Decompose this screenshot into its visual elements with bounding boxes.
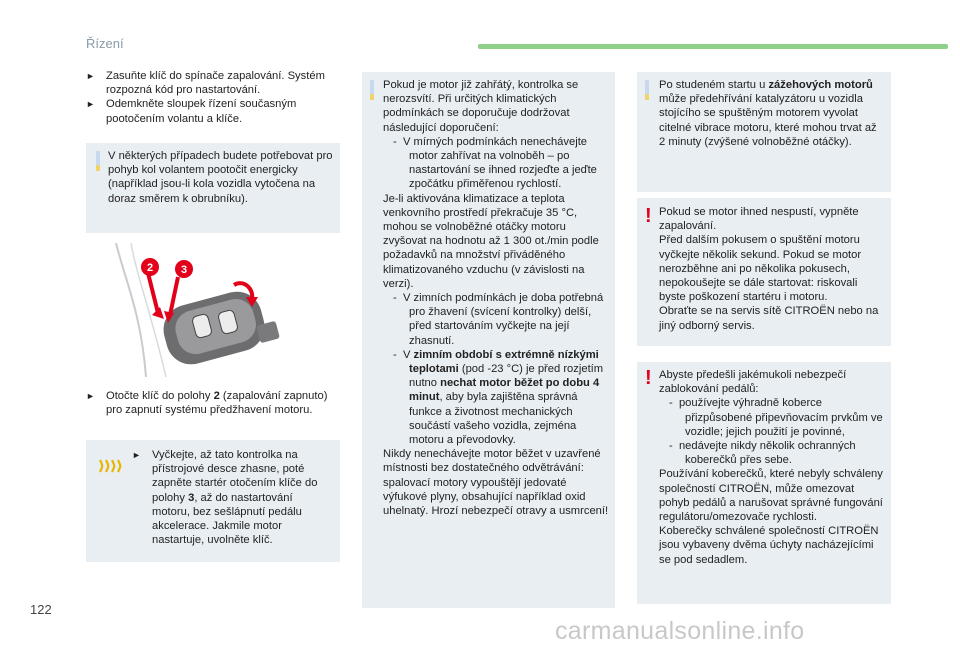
page-number: 122 — [30, 602, 52, 617]
cold-start-text: Pokud je motor již zahřátý, kontrolka se nerozsvítí. Při určitých klimatických podmínkách se doporučuje dodržovat následující doporučení: - V mírných podmínkách nenechávejte motor zahřívat na volnoběh – po nastartování se ihned rozjeďte a jeďte zpočátku přiměřenou rychlostí. Je-li aktivována klimatizace a teplota venkovního prostředí překračuje 35 °C, mohou se volnoběžné otáčky motoru zvyšovat na hodnotu až 1 300 ot./min podle požadavků na množství přiváděného klimatizovaného vzduchu (v závislosti na verzi). - V zimních podmínkách je doba potřebná pro žhavení (svícení kontrolky) delší, před startováním vyčkejte na její zhasnutí. - V zimním období s extrémně nízkými teplotami (pod -23 °C) je před rozjetím nutno nechat motor běžet po dobu 4 minut, aby byla zajištěna správná funkce a životnost mechanických součástí vašeho vozidla, zejména motoru a převodovky. Nikdy nenechávejte motor běžet v uzavřené místnosti bez dostatečného odvětrávání: spalovací motory vypouštějí jedovaté výfukové plyny, obsahující například oxid uhelnatý. Hrozí nebezpečí otravy a usmrcení! — [383, 78, 611, 518]
badge-3: 3 — [180, 264, 188, 276]
tip-marker-accent — [96, 165, 100, 171]
list-item: - V zimních podmínkách je doba potřebná pro žhavení (svícení kontrolky) delší, před startováním vyčkejte na její zhasnutí. — [393, 292, 604, 347]
header-accent-bar — [478, 44, 948, 49]
petrol-tip-box: Po studeném startu u zážehových motorů může předehřívání katalyzátoru u vozidla stojícího se spuštěným motorem vyvolat citelné vibrace motoru, které mohou trvat až 2 minuty (zvýšené volnoběžné otáčky). — [637, 72, 891, 192]
watermark: carmanualsonline.info — [555, 617, 805, 645]
steps-list — [86, 69, 342, 126]
tip-marker-accent — [370, 94, 374, 100]
list-item: - V zimním období s extrémně nízkými teplotami (pod -23 °C) je před rozjetím nutno nechat motor běžet po dobu 4 minut, aby byla zajištěna správná funkce a životnost mechanických součástí vašeho vozidla, zejména motoru a převodovky. — [393, 348, 604, 447]
list-item: - používejte výhradně koberce přizpůsobené připevňovacím prvkům ve vozidle; jejich použití je povinné, — [669, 397, 883, 438]
list-item: ► Otočte klíč do polohy 2 (zapalování zapnuto) pro zapnutí systému předžhavení motoru. — [86, 390, 328, 417]
bullet-icon: ► — [86, 71, 95, 81]
list-item: ► Zasuňte klíč do spínače zapalování. Systém rozpozná kód pro nastartování. — [86, 70, 325, 97]
bullet-icon: ► — [132, 450, 141, 460]
list-item: ► Odemkněte sloupek řízení současným pootočením volantu a klíče. — [86, 98, 297, 125]
glow-plug-box — [86, 440, 340, 562]
warning-text: Abyste předešli jakémukoli nebezpečí zablokování pedálů: - používejte výhradně koberce přizpůsobené připevňovacím prvkům ve vozidle; jejich použití je povinné, - nedávejte nikdy několik ochranných koberečků přes sebe. Používání koberečků, které nebyly schváleny společností CITROËN, může omezovat pohyb pedálů a narušovat správné fungování regulátoru/omezovače rychlosti. Koberečky schválené společností CITROËN jsou vybaveny dvěma úchyty nacházejícími se pod sedadlem. — [659, 368, 885, 567]
tip-text: V některých případech budete potřebovat pro pohyb kol volantem pootočit energicky (například jsou-li kola vozidla vytočena na doraz směrem k obrubníku). — [108, 150, 333, 205]
glow-plug-icon — [98, 456, 124, 476]
warning-icon: ! — [645, 367, 652, 389]
tip-marker-accent — [645, 94, 649, 100]
warning-icon: ! — [645, 205, 652, 227]
warning-box-mats — [637, 362, 891, 604]
ignition-key-illustration — [86, 243, 340, 377]
list-item: - V mírných podmínkách nenechávejte motor zahřívat na volnoběh – po nastartování se ihned rozjeďte a jeďte zpočátku přiměřenou rychlostí. — [393, 135, 597, 191]
cold-start-box — [362, 72, 615, 608]
warning-text: Pokud se motor ihned nespustí, vypněte zapalování. Před dalším pokusem o spuštění motoru vyčkejte několik sekund. Pokud se motor nerozběhne ani po několika pokusech, nepokoušejte se dále startovat: riskovali byste poškození startéru i motoru. Obraťte se na servis sítě CITROËN nebo na jiný odborný servis. — [659, 206, 879, 332]
key-figure — [86, 243, 340, 377]
tip-box-steering — [86, 143, 340, 233]
badge-2: 2 — [146, 262, 154, 274]
page-title: Řízení — [86, 36, 124, 51]
bullet-icon: ► — [86, 391, 95, 401]
list-item: - nedávejte nikdy několik ochranných koberečků přes sebe. — [669, 440, 856, 467]
bullet-icon: ► — [86, 99, 95, 110]
warning-box-start — [637, 198, 891, 346]
list-item: ► Vyčkejte, až tato kontrolka na přístrojové desce zhasne, poté zapněte startér otočením klíče do polohy 3, až do nastartování motoru, bez sešlápnutí pedálu akcelerace. Jakmile motor nastartuje, uvolněte klíč. — [132, 449, 318, 547]
